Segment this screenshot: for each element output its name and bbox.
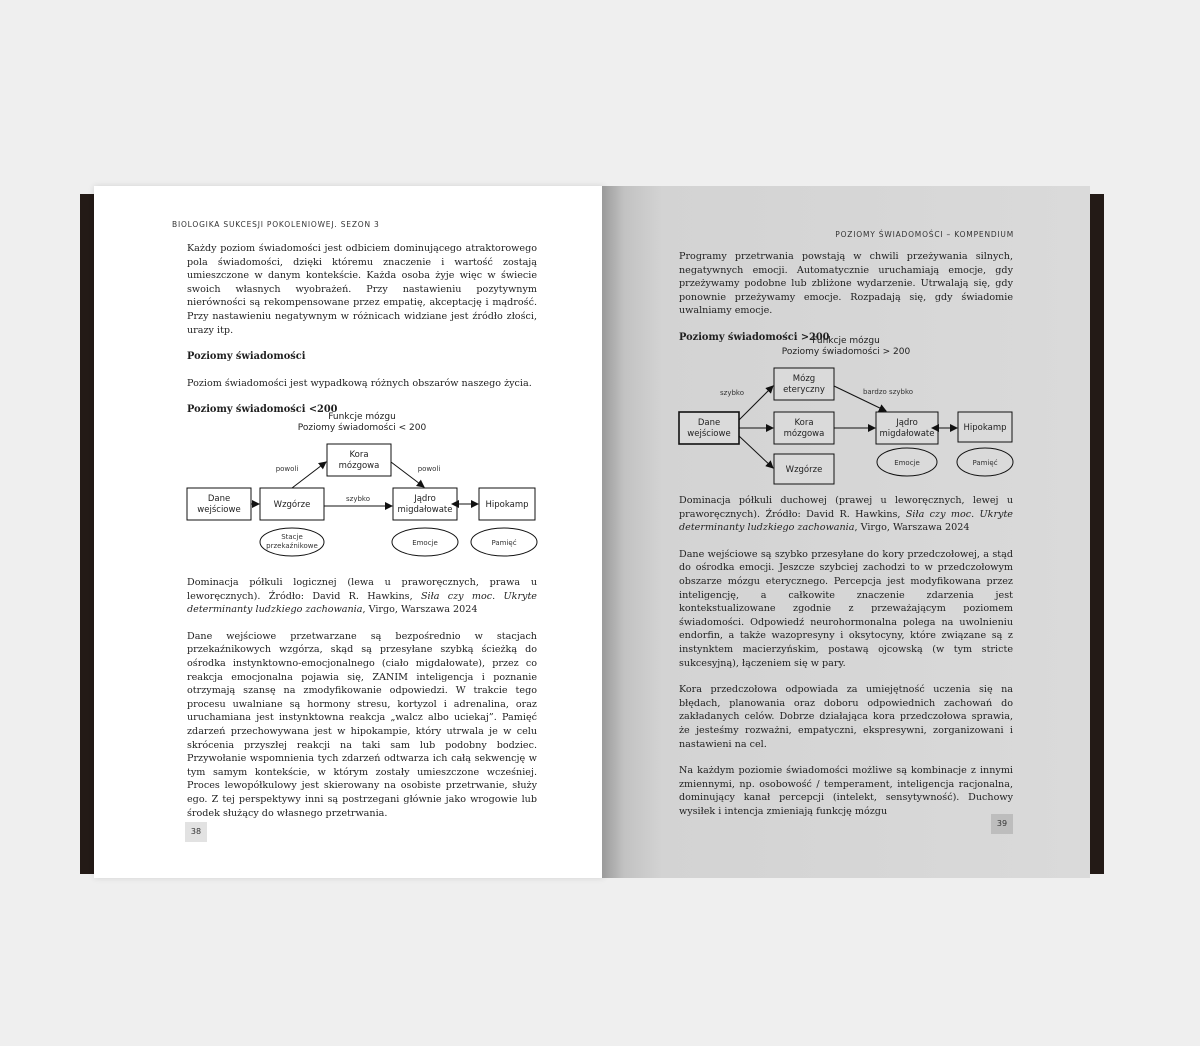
left-diagram-title [187,412,537,434]
right-label-pamiec: Pamięć [972,459,998,467]
left-label-input-2: wejściowe [197,505,241,515]
right-label-mozg-1: Mózg [792,374,816,384]
left-node-input [187,488,251,520]
left-label-emocje: Emocje [412,539,438,547]
left-edge-label-powoli-2: powoli [417,465,441,473]
right-arrow-input-wzgorze [739,436,773,468]
right-source-prefix: Źródło: David R. Hawkins, [765,508,906,520]
right-text-bottom [679,494,1013,818]
left-source-title: Siła czy moc. Ukryte determinanty ludzkiego zachowania [187,590,537,616]
right-node-mozg [774,368,834,400]
left-label-pamiec: Pamięć [491,539,517,547]
right-text-top [679,250,1013,345]
right-brain-diagram [676,364,1020,490]
right-body-paragraph-1: Dane wejściowe są szybko przesyłane do kory przedczołowej, a stąd do ośrodka emocji. Jeszcze szybciej zachodzi to w przedczołowym obszarze mózgu eterycznego. Percepcja jest modyfikowana przez inteligencję, a całkowite znaczenie zdarzenia jest kontekstualizowane zgodnie z przeważającym poziomem świadomości. Odpowiedź neurohormonalna polega na uwolnieniu endorfin, a także wazopresyny i oksytocyny, które związane są z instynktem macierzyńskim, postawą ojcowską (w tym stricte sukcesyjną), łączeniem się w pary. [679,548,1013,669]
right-source-title: Siła czy moc. Ukryte determinanty ludzkiego zachowania [679,508,1013,534]
right-edge-label-bardzo-szybko: bardzo szybko [862,388,914,396]
left-label-stacje-1: Stacje [281,533,303,541]
left-edge-label-powoli-1: powoli [275,465,299,473]
left-page [94,186,604,878]
left-label-jadro-1: Jądro [414,494,436,504]
left-label-input-1: Dane [207,494,231,504]
left-running-head: BIOLOGIKA SUKCESJI POKOLENIOWEJ. SEZON 3 [172,220,380,229]
left-node-kora [327,444,391,476]
right-label-hipokamp: Hipokamp [963,423,1007,433]
right-page [602,186,1090,878]
right-label-mozg-2: eteryczny [783,385,825,395]
left-label-jadro-2: migdałowate [397,505,453,515]
left-label-hipokamp: Hipokamp [485,500,529,510]
right-body-paragraph-3: Na każdym poziomie świadomości możliwe są kombinacje z innymi zmiennymi, np. osobowość / temperament, inteligencja racjonalna, dominujący kanał percepcji (intelekt, sensytywność). Duchowy wysiłek i intencja zmieniają funkcję mózgu [679,765,1013,817]
left-brain-diagram [184,442,544,562]
right-intro-paragraph: Programy przetrwania powstają w chwili przeżywania silnych, negatywnych emocji. Automatycznie uruchamiają emocje, gdy przeżywamy podobne lub zbliżone wydarzenie. Utrwalają się, gdy ponownie przeżywamy emocje. Rozpadają się, gdy świadomie uwalniamy emocje. [679,251,1013,317]
right-label-input-1: Dane [697,418,721,428]
right-node-kora [774,412,834,444]
right-caption [679,494,1013,535]
left-body-paragraph: Dane wejściowe przetwarzane są bezpośrednio w stacjach przekaźnikowych wzgórza, skąd są przesyłane szybką ścieżką do ośrodka instynktowno-emocjonalnego (ciało migdałowate), przez co reakcja emocjonalna pojawia się, ZANIM inteligencja i poznanie otrzymają szansę na zmodyfikowanie odpowiedzi. W trakcie tego procesu uwalniane są hormony stresu, kortyzol i adrenalina, oraz uruchamiana jest instynktowna reakcja „walcz albo uciekaj”. Pamięć zdarzeń przechowywana jest w hipokampie, który utrwala je w celu skrócenia przyszłej reakcji na taki sam lub podobny bodziec. Przywołanie wspomnienia tych zdarzeń odtwarza ich całą sekwencję w tym samym kontekście, w którym zostały umieszczone wcześniej. Proces lewopółkulowy jest skierowany na osobiste przetrwanie, służy ego. Z tej perspektywy inni są postrzegani głównie jako wrogowie lub środek służący do własnego przetrwania. [187,630,537,819]
left-caption [187,576,537,617]
right-page-number: 39 [991,814,1013,834]
right-node-input [679,412,739,444]
left-diagram-title-line2: Poziomy świadomości < 200 [297,423,427,433]
right-label-kora-2: mózgowa [783,429,825,439]
left-diagram-title-line1: Funkcje mózgu [328,412,396,422]
left-page-number: 38 [185,822,207,842]
right-diagram-title [679,336,1013,358]
right-running-head: POZIOMY ŚWIADOMOŚCI – KOMPENDIUM [835,230,1014,239]
left-heading-levels: Poziomy świadomości [187,351,306,363]
right-edge-label-szybko: szybko [720,389,744,397]
left-levels-paragraph: Poziom świadomości jest wypadkową różnych obszarów naszego życia. [187,377,532,389]
right-diagram-title-line2: Poziomy świadomości > 200 [781,347,911,357]
right-source-suffix: , Virgo, Warszawa 2024 [854,522,970,534]
right-label-wzgorze: Wzgórze [785,465,823,475]
left-heading-below-200: Poziomy świadomości <200 [187,404,338,416]
left-text-bottom [187,576,537,820]
right-node-jadro [876,412,938,444]
right-label-input-2: wejściowe [687,429,731,439]
right-label-jadro-2: migdałowate [879,429,935,439]
left-text-top [187,242,537,417]
left-label-stacje-2: przekaźnikowe [266,542,318,550]
right-diagram-title-line1: Funkcje mózgu [812,336,880,346]
left-caption-line: Dominacja półkuli logicznej (lewa u praworęcznych, prawa u leworęcznych). [187,577,537,602]
right-label-jadro-1: Jądro [896,418,918,428]
right-body-paragraph-2: Kora przedczołowa odpowiada za umiejętność uczenia się na błędach, planowania oraz doboru odpowiednich zachowań do zakładanych celów. Dobrze działająca kora przedczołowa sprawia, że jesteśmy rozważni, empatyczni, ekspresywni, zorganizowani i nastawieni na cel. [679,684,1013,750]
left-label-wzgorze: Wzgórze [273,500,311,510]
right-label-emocje: Emocje [894,459,920,467]
left-node-jadro [393,488,457,520]
left-intro-paragraph: Każdy poziom świadomości jest odbiciem dominującego atraktorowego pola świadomości, dzięki któremu znaczenie i wartość zostają umieszczone w danym kontekście. Każda osoba żyje więc w świecie swoich własnych wyobrażeń. Przy nastawieniu pozytywnym nierówności są rekompensowane przez empatię, akceptację i mądrość. Przy nastawieniu negatywnym w różnicach widziane jest źródło złości, urazy itp. [187,243,537,336]
left-edge-label-szybko: szybko [346,495,370,503]
left-source-prefix: Źródło: David R. Hawkins, [268,590,421,602]
right-arrow-input-mozg [739,386,773,420]
right-caption-line: Dominacja półkuli duchowej (prawej u leworęcznych, lewej u praworęcznych). [679,495,1013,520]
left-label-kora-1: Kora [349,450,369,460]
left-label-kora-2: mózgowa [338,461,380,471]
right-label-kora-1: Kora [794,418,814,428]
right-heading-above-200: Poziomy świadomości >200 [679,331,830,343]
left-source-suffix: , Virgo, Warszawa 2024 [362,604,478,616]
